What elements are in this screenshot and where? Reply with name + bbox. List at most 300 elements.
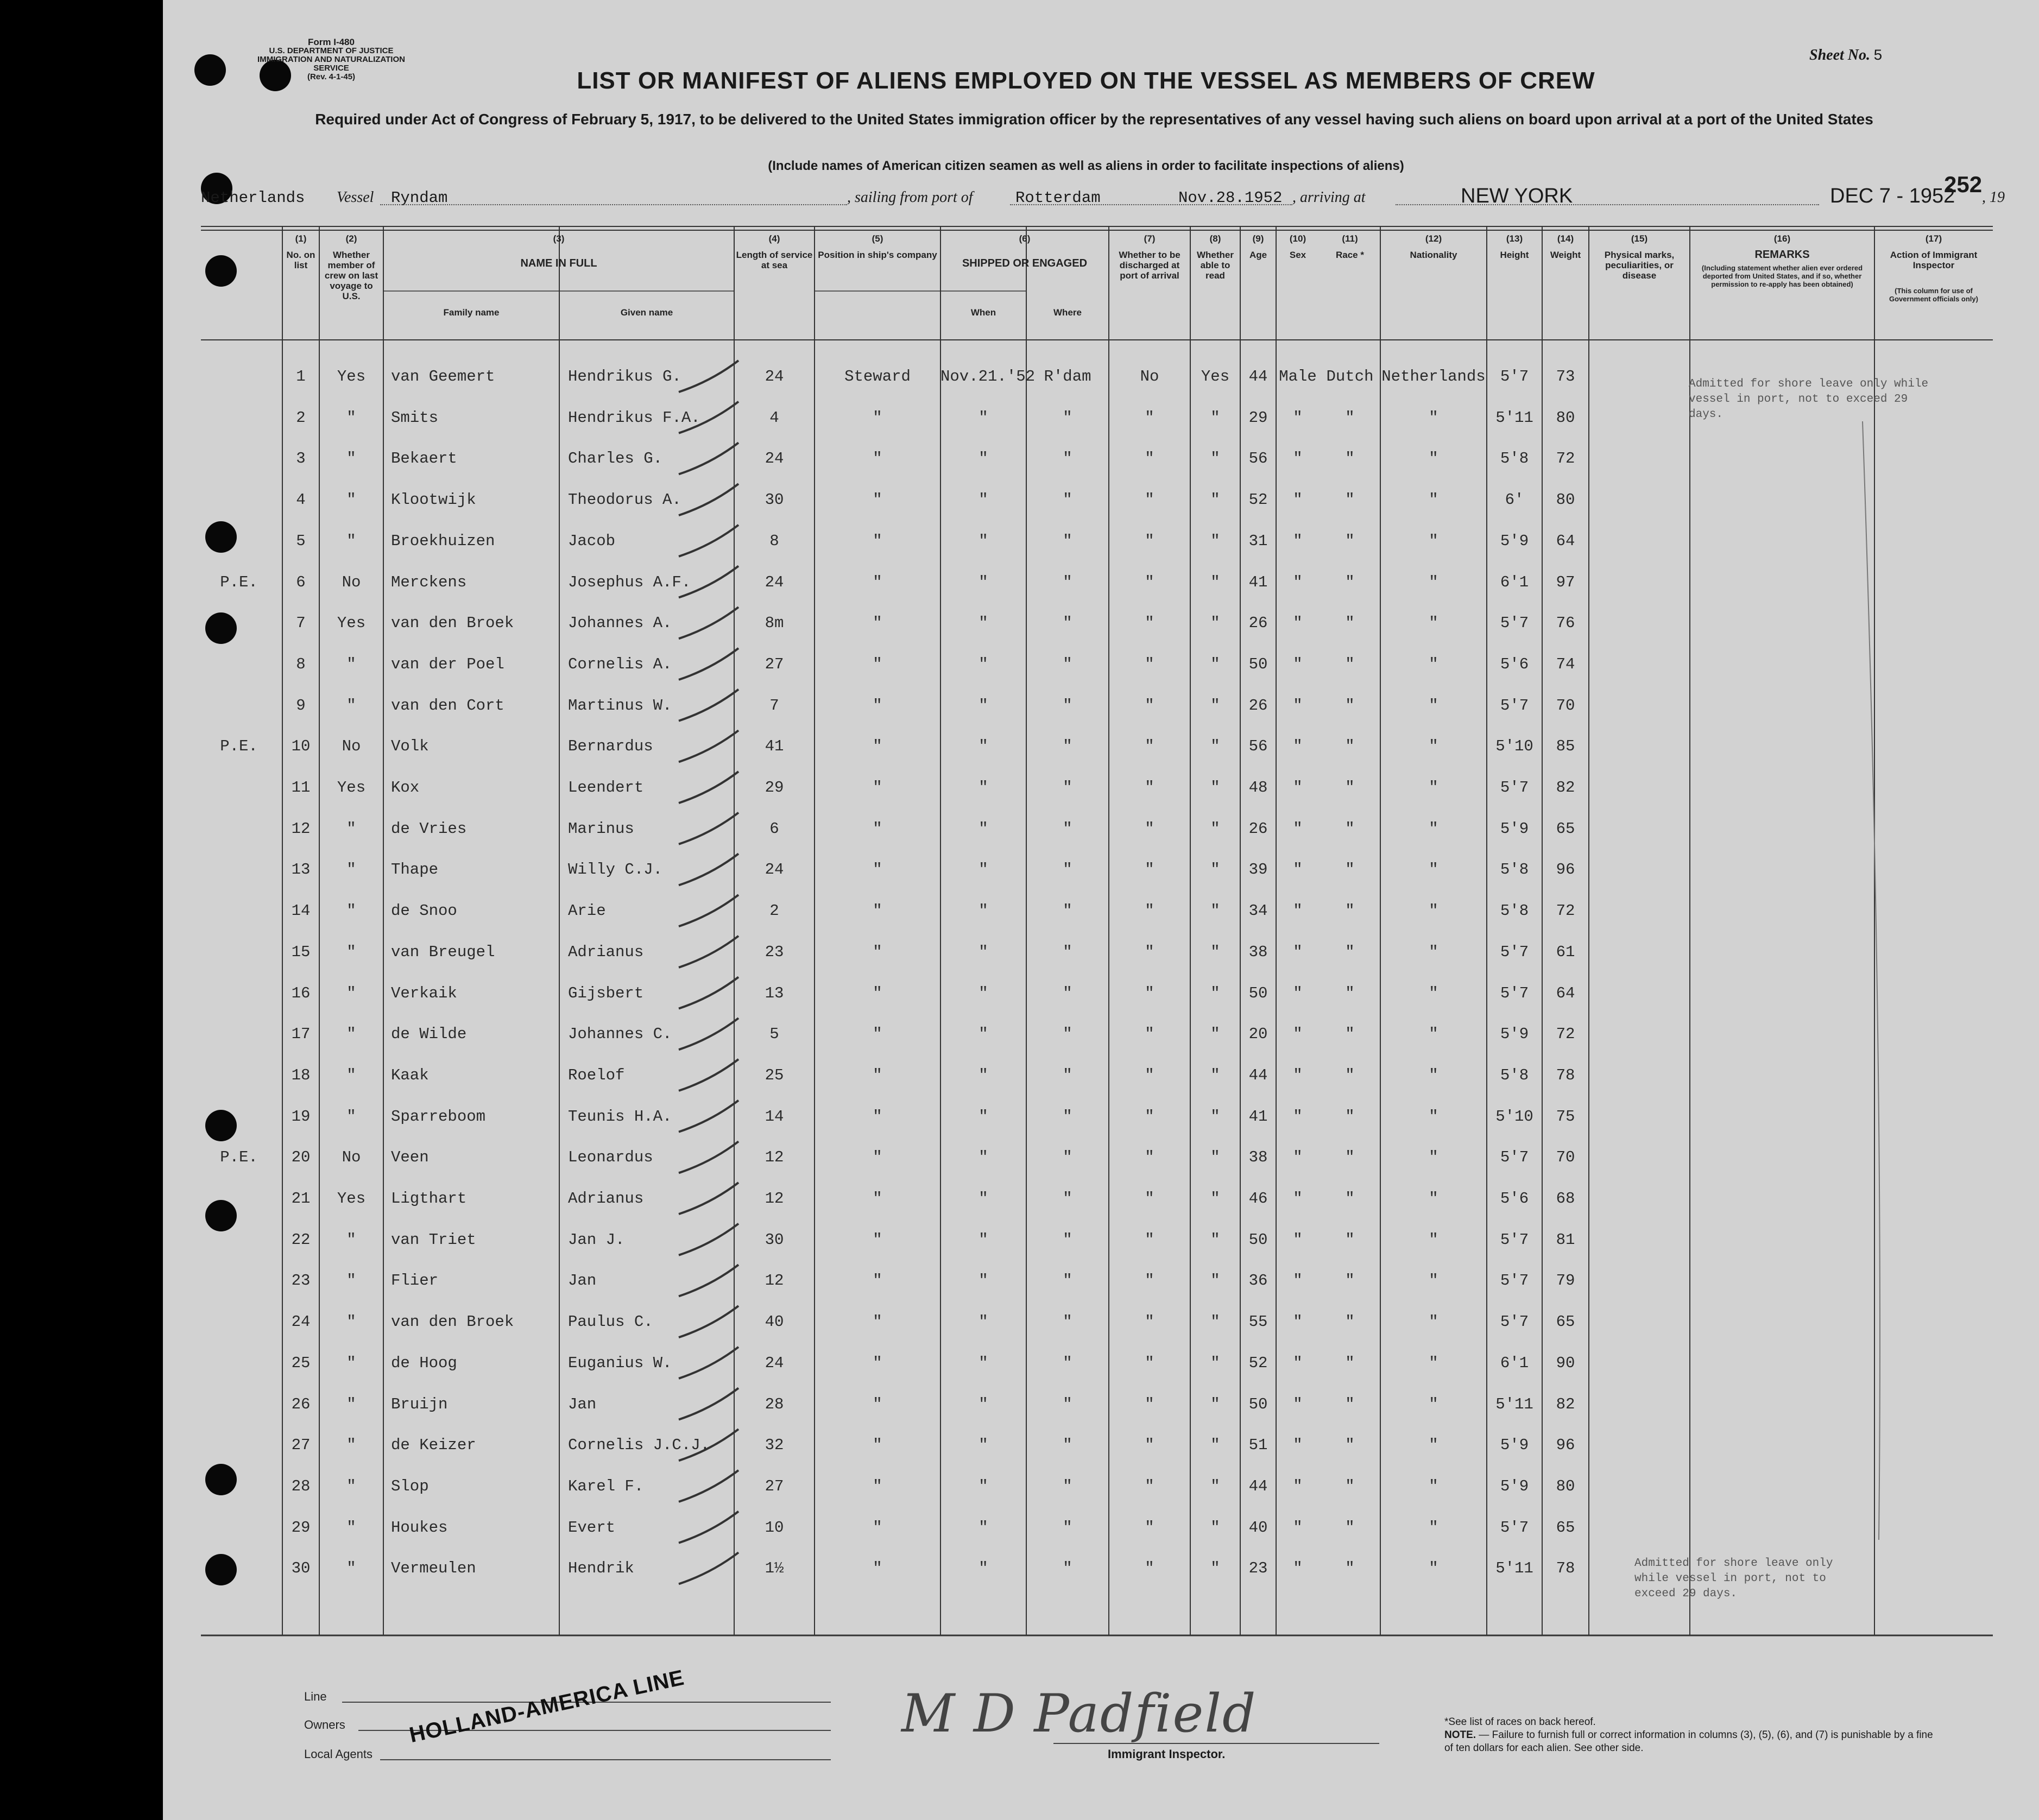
row-1-age: 44 [1248, 368, 1268, 386]
row-25-pe-mark [201, 1353, 277, 1374]
row-26-service-length: 28 [765, 1395, 784, 1413]
row-5-pe-mark [201, 530, 277, 552]
row-29-nationality: " [1429, 1518, 1438, 1537]
row-11-position: " [873, 779, 882, 797]
row-14-height: 5'8 [1500, 902, 1529, 920]
row-18-weight: 78 [1556, 1066, 1575, 1084]
row-17-height: 5'9 [1500, 1025, 1529, 1044]
row-24-weight: 65 [1556, 1313, 1575, 1331]
row-30-race: " [1345, 1559, 1355, 1578]
row-15-height: 5'7 [1500, 943, 1529, 961]
table-grid [201, 226, 1993, 1638]
header-action-sub: (This column for use of Government officials only) [1889, 287, 1978, 303]
row-27-able-to-read: " [1210, 1436, 1220, 1455]
row-20-age: 38 [1248, 1148, 1268, 1167]
row-25-shipped-when: " [979, 1354, 988, 1372]
row-20-given-name: Leonardus [568, 1148, 653, 1167]
row-15-able-to-read: " [1210, 943, 1220, 961]
row-29-shipped-when: " [979, 1518, 988, 1537]
row-3-race: " [1345, 450, 1355, 468]
row-27-number: 27 [291, 1436, 311, 1455]
row-30-service-length: 1½ [765, 1559, 784, 1578]
row-6-nationality: " [1429, 573, 1438, 591]
row-25-nationality: " [1429, 1354, 1438, 1372]
row-16-pe-mark [201, 983, 277, 1004]
header-c2-number: (2) [345, 233, 357, 244]
row-13-age: 39 [1248, 861, 1268, 879]
row-21-height: 5'6 [1500, 1190, 1529, 1208]
row-6-shipped-when: " [979, 573, 988, 591]
row-26-age: 50 [1248, 1395, 1268, 1413]
row-23-race: " [1345, 1272, 1355, 1290]
row-3-age: 56 [1248, 450, 1268, 468]
row-13-pe-mark [201, 859, 277, 881]
row-12-shipped-where: " [1063, 819, 1072, 838]
row-30-weight: 78 [1556, 1559, 1575, 1578]
row-7-nationality: " [1429, 614, 1438, 633]
header-c7-label: Whether to be discharged at port of arrival [1119, 250, 1181, 281]
row-1-service-length: 24 [765, 368, 784, 386]
row-29-discharge: " [1145, 1518, 1154, 1537]
header-c7-number: (7) [1144, 233, 1156, 244]
row-18-service-length: 25 [765, 1066, 784, 1084]
header-c1-label: No. on list [286, 250, 315, 270]
row-10-pe-mark: P.E. [220, 737, 258, 756]
row-8-service-length: 27 [765, 655, 784, 673]
row-13-shipped-when: " [979, 861, 988, 879]
row-20-height: 5'7 [1500, 1148, 1529, 1167]
row-29-previous-voyage: " [346, 1518, 356, 1537]
row-3-weight: 72 [1556, 450, 1575, 468]
row-15-position: " [873, 943, 882, 961]
row-28-given-name: Karel F. [568, 1477, 644, 1495]
row-2-discharge: " [1145, 408, 1154, 427]
row-10-number: 10 [291, 737, 311, 756]
row-7-race: " [1345, 614, 1355, 633]
row-30-able-to-read: " [1210, 1559, 1220, 1578]
row-1-nationality: Netherlands [1381, 368, 1486, 386]
row-12-nationality: " [1429, 819, 1438, 838]
row-1-position: Steward [844, 368, 911, 386]
row-4-height: 6' [1505, 491, 1524, 509]
page-subtitle: Required under Act of Congress of February 5, 1917, to be delivered to the United States immigration officer by the representatives of any vessel having such aliens on board upon arrival at a port of the United States [315, 111, 1873, 128]
page-subnote: (Include names of American citizen seamen as well as aliens in order to facilitate inspections of aliens) [768, 159, 1404, 173]
row-21-position: " [873, 1190, 882, 1208]
header-shipped-or-engaged: SHIPPED OR ENGAGED [962, 257, 1088, 269]
row-8-given-name: Cornelis A. [568, 655, 672, 673]
row-27-discharge: " [1145, 1436, 1154, 1455]
row-27-age: 51 [1248, 1436, 1268, 1455]
row-12-given-name: Marinus [568, 819, 634, 838]
row-19-nationality: " [1429, 1107, 1438, 1126]
row-29-shipped-where: " [1063, 1518, 1072, 1537]
row-11-race: " [1345, 779, 1355, 797]
row-6-position: " [873, 573, 882, 591]
row-17-weight: 72 [1556, 1025, 1575, 1044]
row-16-weight: 64 [1556, 984, 1575, 1002]
row-20-position: " [873, 1148, 882, 1167]
row-5-number: 5 [296, 532, 306, 550]
row-5-discharge: " [1145, 532, 1154, 550]
row-27-shipped-when: " [979, 1436, 988, 1455]
row-30-previous-voyage: " [346, 1559, 356, 1578]
row-29-given-name: Evert [568, 1518, 616, 1537]
row-24-shipped-when: " [979, 1313, 988, 1331]
row-3-height: 5'8 [1500, 450, 1529, 468]
row-27-nationality: " [1429, 1436, 1438, 1455]
row-4-given-name: Theodorus A. [568, 491, 681, 509]
row-30-given-name: Hendrik [568, 1559, 634, 1578]
row-11-weight: 82 [1556, 779, 1575, 797]
row-15-sex: " [1293, 943, 1303, 961]
row-12-pe-mark [201, 818, 277, 840]
row-21-race: " [1345, 1190, 1355, 1208]
row-10-shipped-where: " [1063, 737, 1072, 756]
row-29-race: " [1345, 1518, 1355, 1537]
row-11-age: 48 [1248, 779, 1268, 797]
sheet-number [1809, 47, 1883, 65]
row-1-shipped-when: Nov.21.'52 [940, 368, 1036, 386]
row-17-sex: " [1293, 1025, 1303, 1044]
row-25-service-length: 24 [765, 1354, 784, 1372]
row-1-pe-mark [201, 366, 277, 388]
row-4-service-length: 30 [765, 491, 784, 509]
row-7-shipped-where: " [1063, 614, 1072, 633]
row-1-height: 5'7 [1500, 368, 1529, 386]
row-22-family-name: van Triet [391, 1230, 476, 1249]
row-26-position: " [873, 1395, 882, 1413]
row-10-previous-voyage: No [342, 737, 361, 756]
row-9-nationality: " [1429, 696, 1438, 715]
row-4-sex: " [1293, 491, 1303, 509]
header-c12-label: Nationality [1410, 250, 1457, 260]
row-21-shipped-where: " [1063, 1190, 1072, 1208]
row-22-previous-voyage: " [346, 1230, 356, 1249]
row-27-pe-mark [201, 1434, 277, 1456]
row-18-number: 18 [291, 1066, 311, 1084]
row-18-able-to-read: " [1210, 1066, 1220, 1084]
row-13-service-length: 24 [765, 861, 784, 879]
row-3-shipped-when: " [979, 450, 988, 468]
inspector-signature: M D Padfield [901, 1683, 1257, 1744]
row-13-sex: " [1293, 861, 1303, 879]
owners-label: Owners [304, 1718, 345, 1731]
row-6-race: " [1345, 573, 1355, 591]
row-12-age: 26 [1248, 819, 1268, 838]
row-11-sex: " [1293, 779, 1303, 797]
row-28-shipped-where: " [1063, 1477, 1072, 1495]
row-10-position: " [873, 737, 882, 756]
row-2-number: 2 [296, 408, 306, 427]
row-1-race: Dutch [1326, 368, 1374, 386]
row-12-shipped-when: " [979, 819, 988, 838]
row-30-pe-mark [201, 1558, 277, 1579]
row-19-family-name: Sparreboom [391, 1107, 486, 1126]
row-27-sex: " [1293, 1436, 1303, 1455]
row-15-number: 15 [291, 943, 311, 961]
row-10-age: 56 [1248, 737, 1268, 756]
row-20-service-length: 12 [765, 1148, 784, 1167]
row-24-age: 55 [1248, 1313, 1268, 1331]
row-26-able-to-read: " [1210, 1395, 1220, 1413]
row-27-shipped-where: " [1063, 1436, 1072, 1455]
row-28-height: 5'9 [1500, 1477, 1529, 1495]
header-c3-number: (3) [553, 233, 565, 244]
row-11-shipped-where: " [1063, 779, 1072, 797]
row-14-service-length: 2 [769, 902, 779, 920]
header-c4-number: (4) [768, 233, 780, 244]
row-10-nationality: " [1429, 737, 1438, 756]
row-20-nationality: " [1429, 1148, 1438, 1167]
row-6-given-name: Josephus A.F. [568, 573, 691, 591]
row-28-age: 44 [1248, 1477, 1268, 1495]
row-18-height: 5'8 [1500, 1066, 1529, 1084]
row-1-given-name: Hendrikus G. [568, 368, 681, 386]
row-11-given-name: Leendert [568, 779, 644, 797]
row-5-given-name: Jacob [568, 532, 616, 550]
row-24-pe-mark [201, 1311, 277, 1333]
row-19-sex: " [1293, 1107, 1303, 1126]
row-25-sex: " [1293, 1354, 1303, 1372]
header-c11-label: Race * [1336, 250, 1364, 260]
form-revision: (Rev. 4-1-45) [307, 72, 356, 81]
row-29-weight: 65 [1556, 1518, 1575, 1537]
row-29-height: 5'7 [1500, 1518, 1529, 1537]
row-15-weight: 61 [1556, 943, 1575, 961]
row-29-family-name: Houkes [391, 1518, 448, 1537]
row-17-number: 17 [291, 1025, 311, 1044]
row-14-nationality: " [1429, 902, 1438, 920]
row-18-position: " [873, 1066, 882, 1084]
row-3-sex: " [1293, 450, 1303, 468]
row-13-family-name: Thape [391, 861, 439, 879]
row-7-previous-voyage: Yes [337, 614, 366, 633]
row-3-number: 3 [296, 450, 306, 468]
header-c17-number: (17) [1925, 233, 1942, 244]
row-26-family-name: Bruijn [391, 1395, 448, 1413]
row-28-pe-mark [201, 1476, 277, 1497]
row-26-nationality: " [1429, 1395, 1438, 1413]
row-26-discharge: " [1145, 1395, 1154, 1413]
row-26-pe-mark [201, 1394, 277, 1415]
row-4-nationality: " [1429, 491, 1438, 509]
row-3-service-length: 24 [765, 450, 784, 468]
row-9-family-name: van den Cort [391, 696, 504, 715]
row-29-age: 40 [1248, 1518, 1268, 1537]
row-26-height: 5'11 [1495, 1395, 1533, 1413]
row-10-given-name: Bernardus [568, 737, 653, 756]
row-25-given-name: Euganius W. [568, 1354, 672, 1372]
row-12-weight: 65 [1556, 819, 1575, 838]
row-15-shipped-where: " [1063, 943, 1072, 961]
row-28-able-to-read: " [1210, 1477, 1220, 1495]
row-30-height: 5'11 [1495, 1559, 1533, 1578]
year-label: , 19 [1982, 189, 2005, 206]
row-25-shipped-where: " [1063, 1354, 1072, 1372]
row-22-discharge: " [1145, 1230, 1154, 1249]
row-23-nationality: " [1429, 1272, 1438, 1290]
row-3-shipped-where: " [1063, 450, 1072, 468]
vessel-line [201, 185, 2005, 212]
row-6-weight: 97 [1556, 573, 1575, 591]
row-2-age: 29 [1248, 408, 1268, 427]
row-7-number: 7 [296, 614, 306, 633]
row-22-nationality: " [1429, 1230, 1438, 1249]
row-8-number: 8 [296, 655, 306, 673]
row-5-service-length: 8 [769, 532, 779, 550]
row-17-age: 20 [1248, 1025, 1268, 1044]
form-service: IMMIGRATION AND NATURALIZATION SERVICE [257, 55, 405, 73]
row-21-given-name: Adrianus [568, 1190, 644, 1208]
sheet-label: Sheet No. [1809, 47, 1870, 64]
row-13-discharge: " [1145, 861, 1154, 879]
row-5-able-to-read: " [1210, 532, 1220, 550]
header-c1-number: (1) [295, 233, 307, 244]
row-17-position: " [873, 1025, 882, 1044]
row-18-nationality: " [1429, 1066, 1438, 1084]
row-8-race: " [1345, 655, 1355, 673]
row-2-service-length: 4 [769, 408, 779, 427]
row-17-discharge: " [1145, 1025, 1154, 1044]
row-23-age: 36 [1248, 1272, 1268, 1290]
header-c15-number: (15) [1631, 233, 1648, 244]
header-c13-number: (13) [1506, 233, 1523, 244]
row-25-discharge: " [1145, 1354, 1154, 1372]
row-18-sex: " [1293, 1066, 1303, 1084]
row-19-shipped-when: " [979, 1107, 988, 1126]
row-30-shipped-where: " [1063, 1559, 1072, 1578]
row-14-shipped-where: " [1063, 902, 1072, 920]
row-4-age: 52 [1248, 491, 1268, 509]
row-5-race: " [1345, 532, 1355, 550]
row-17-race: " [1345, 1025, 1355, 1044]
row-28-discharge: " [1145, 1477, 1154, 1495]
row-15-service-length: 23 [765, 943, 784, 961]
row-19-previous-voyage: " [346, 1107, 356, 1126]
row-18-discharge: " [1145, 1066, 1154, 1084]
row-18-shipped-when: " [979, 1066, 988, 1084]
row-20-race: " [1345, 1148, 1355, 1167]
row-20-able-to-read: " [1210, 1148, 1220, 1167]
row-10-able-to-read: " [1210, 737, 1220, 756]
row-12-able-to-read: " [1210, 819, 1220, 838]
header-c8-label: Whether able to read [1197, 250, 1234, 281]
row-8-shipped-when: " [979, 655, 988, 673]
row-22-shipped-where: " [1063, 1230, 1072, 1249]
row-23-height: 5'7 [1500, 1272, 1529, 1290]
row-4-discharge: " [1145, 491, 1154, 509]
row-6-discharge: " [1145, 573, 1154, 591]
row-3-position: " [873, 450, 882, 468]
row-25-family-name: de Hoog [391, 1354, 457, 1372]
row-23-given-name: Jan [568, 1272, 597, 1290]
row-16-discharge: " [1145, 984, 1154, 1002]
header-remarks: REMARKS [1754, 249, 1810, 261]
row-16-height: 5'7 [1500, 984, 1529, 1002]
row-1-family-name: van Geemert [391, 368, 495, 386]
row-2-pe-mark [201, 407, 277, 429]
header-c10-number: (10) [1289, 233, 1306, 244]
row-28-shipped-when: " [979, 1477, 988, 1495]
row-22-shipped-when: " [979, 1230, 988, 1249]
row-14-able-to-read: " [1210, 902, 1220, 920]
races-note: *See list of races on back hereof. [1444, 1716, 1596, 1728]
row-9-race: " [1345, 696, 1355, 715]
row-1-previous-voyage: Yes [337, 368, 366, 386]
row-17-previous-voyage: " [346, 1025, 356, 1044]
row-17-given-name: Johannes C. [568, 1025, 672, 1044]
header-family-name: Family name [443, 307, 500, 318]
row-19-able-to-read: " [1210, 1107, 1220, 1126]
row-27-race: " [1345, 1436, 1355, 1455]
row-7-discharge: " [1145, 614, 1154, 633]
row-28-race: " [1345, 1477, 1355, 1495]
row-5-nationality: " [1429, 532, 1438, 550]
row-9-previous-voyage: " [346, 696, 356, 715]
row-5-shipped-where: " [1063, 532, 1072, 550]
row-18-shipped-where: " [1063, 1066, 1072, 1084]
row-17-pe-mark [201, 1023, 277, 1045]
row-18-previous-voyage: " [346, 1066, 356, 1084]
line-label: Line [304, 1690, 327, 1703]
row-4-number: 4 [296, 491, 306, 509]
row-2-shipped-when: " [979, 408, 988, 427]
crew-table [201, 226, 1993, 1638]
header-c16-number: (16) [1773, 233, 1791, 244]
row-4-shipped-when: " [979, 491, 988, 509]
row-10-shipped-when: " [979, 737, 988, 756]
row-23-family-name: Flier [391, 1272, 439, 1290]
row-19-weight: 75 [1556, 1107, 1575, 1126]
row-21-age: 46 [1248, 1190, 1268, 1208]
row-30-age: 23 [1248, 1559, 1268, 1578]
row-26-weight: 82 [1556, 1395, 1575, 1413]
row-23-shipped-when: " [979, 1272, 988, 1290]
row-12-height: 5'9 [1500, 819, 1529, 838]
row-2-nationality: " [1429, 408, 1438, 427]
note-label: NOTE. [1444, 1729, 1476, 1741]
form-number: Form I-480 [308, 37, 355, 47]
row-21-pe-mark [201, 1188, 277, 1210]
row-2-given-name: Hendrikus F.A. [568, 408, 700, 427]
row-26-race: " [1345, 1395, 1355, 1413]
row-26-sex: " [1293, 1395, 1303, 1413]
row-15-shipped-when: " [979, 943, 988, 961]
row-16-given-name: Gijsbert [568, 984, 644, 1002]
row-4-previous-voyage: " [346, 491, 356, 509]
row-21-discharge: " [1145, 1190, 1154, 1208]
arriving-label: , arriving at [1292, 189, 1366, 206]
row-10-family-name: Volk [391, 737, 429, 756]
row-21-family-name: Ligthart [391, 1190, 467, 1208]
row-2-able-to-read: " [1210, 408, 1220, 427]
row-9-height: 5'7 [1500, 696, 1529, 715]
row-7-weight: 76 [1556, 614, 1575, 633]
row-28-sex: " [1293, 1477, 1303, 1495]
row-28-position: " [873, 1477, 882, 1495]
row-27-weight: 96 [1556, 1436, 1575, 1455]
row-4-pe-mark [201, 489, 277, 511]
row-6-shipped-where: " [1063, 573, 1072, 591]
departure-port: Rotterdam [1015, 189, 1101, 207]
holland-america-stamp: HOLLAND-AMERICA LINE [407, 1665, 687, 1748]
remark-top: Admitted for shore leave only while vessel in port, not to exceed 29 days. [1689, 378, 1929, 421]
footer-note [1444, 1716, 1933, 1755]
row-22-age: 50 [1248, 1230, 1268, 1249]
row-23-number: 23 [291, 1272, 311, 1290]
row-28-nationality: " [1429, 1477, 1438, 1495]
row-17-service-length: 5 [769, 1025, 779, 1044]
